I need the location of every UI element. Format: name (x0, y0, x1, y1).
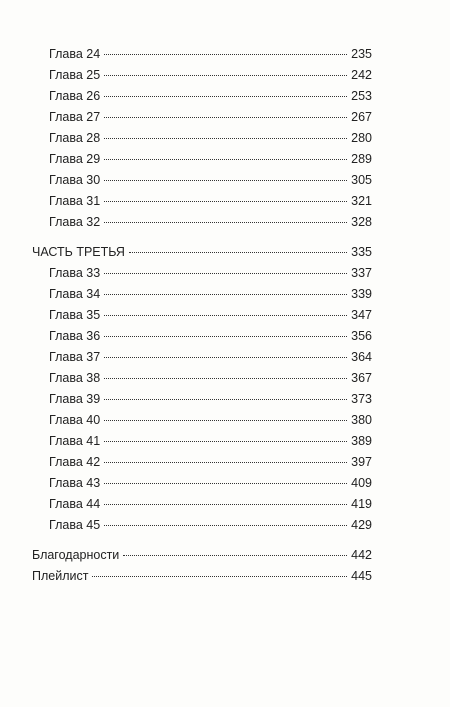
toc-entry-title: Глава 26 (49, 89, 101, 103)
toc-entry[interactable] (49, 516, 372, 534)
toc-entry[interactable] (49, 264, 372, 282)
dot-leader (104, 357, 347, 358)
dot-leader (104, 336, 347, 337)
toc-entry[interactable] (49, 432, 372, 450)
dot-leader (129, 252, 347, 253)
toc-entry-acknowledgements[interactable] (32, 546, 372, 564)
toc-entry[interactable] (49, 87, 372, 105)
toc-entry[interactable] (49, 369, 372, 387)
dot-leader (104, 117, 347, 118)
toc-entry-page: 337 (351, 266, 372, 280)
toc-entry-page: 253 (351, 89, 372, 103)
toc-entry[interactable] (49, 390, 372, 408)
toc-entry-page: 442 (351, 548, 372, 562)
dot-leader (104, 201, 347, 202)
toc-entry-title: Глава 32 (49, 215, 101, 229)
toc-entry-page: 389 (351, 434, 372, 448)
toc-entry-page: 397 (351, 455, 372, 469)
toc-entry-page: 305 (351, 173, 372, 187)
dot-leader (104, 378, 347, 379)
toc-entry[interactable] (49, 171, 372, 189)
toc-entry-page: 419 (351, 497, 372, 511)
toc-entry-title: Глава 40 (49, 413, 101, 427)
toc-entry-playlist[interactable] (32, 567, 372, 585)
toc-entry-page: 289 (351, 152, 372, 166)
dot-leader (104, 96, 347, 97)
toc-entry[interactable] (49, 285, 372, 303)
toc-entry-page: 235 (351, 47, 372, 61)
toc-entry-title: Глава 27 (49, 110, 101, 124)
toc-entry-title: Глава 31 (49, 194, 101, 208)
toc-entry[interactable] (49, 327, 372, 345)
toc-entry-title: Плейлист (32, 569, 89, 583)
toc-entry[interactable] (49, 150, 372, 168)
toc-entry-title: Глава 35 (49, 308, 101, 322)
dot-leader (104, 441, 347, 442)
dot-leader (104, 420, 347, 421)
dot-leader (104, 159, 347, 160)
dot-leader (104, 294, 347, 295)
toc-entry-page: 347 (351, 308, 372, 322)
toc-entry-page: 409 (351, 476, 372, 490)
dot-leader (92, 576, 347, 577)
toc-entry[interactable] (49, 108, 372, 126)
toc-entry[interactable] (49, 45, 372, 63)
toc-entry[interactable] (49, 129, 372, 147)
toc-entry[interactable] (49, 306, 372, 324)
toc-entry[interactable] (49, 453, 372, 471)
toc-entry-page: 280 (351, 131, 372, 145)
toc-entry-page: 356 (351, 329, 372, 343)
toc-entry-page: 367 (351, 371, 372, 385)
toc-entry-title: Глава 29 (49, 152, 101, 166)
dot-leader (104, 315, 347, 316)
toc-entry-title: Глава 33 (49, 266, 101, 280)
dot-leader (104, 483, 347, 484)
dot-leader (104, 138, 347, 139)
dot-leader (104, 504, 347, 505)
dot-leader (104, 273, 347, 274)
toc-entry-title: Глава 39 (49, 392, 101, 406)
toc-entry-page: 445 (351, 569, 372, 583)
dot-leader (104, 525, 347, 526)
toc-entry-page: 267 (351, 110, 372, 124)
toc-entry-title: Глава 43 (49, 476, 101, 490)
toc-entry-title: Глава 41 (49, 434, 101, 448)
toc-entry-title: Глава 25 (49, 68, 101, 82)
toc-entry-title: Глава 28 (49, 131, 101, 145)
dot-leader (104, 75, 347, 76)
toc-entry-page: 429 (351, 518, 372, 532)
toc-entry-title: Глава 37 (49, 350, 101, 364)
toc-entry[interactable] (49, 213, 372, 231)
toc-entry[interactable] (49, 411, 372, 429)
toc-entry-page: 339 (351, 287, 372, 301)
toc-entry-title: Глава 42 (49, 455, 101, 469)
dot-leader (104, 222, 347, 223)
toc-entry-title: Глава 45 (49, 518, 101, 532)
toc-entry[interactable] (49, 495, 372, 513)
toc-entry[interactable] (49, 66, 372, 84)
toc-entry-page: 380 (351, 413, 372, 427)
toc-entry-page: 364 (351, 350, 372, 364)
dot-leader (104, 54, 347, 55)
toc-entry[interactable] (49, 474, 372, 492)
dot-leader (104, 180, 347, 181)
dot-leader (104, 462, 347, 463)
toc-entry[interactable] (49, 192, 372, 210)
toc-entry-title: Глава 24 (49, 47, 101, 61)
toc-entry-page: 373 (351, 392, 372, 406)
dot-leader (104, 399, 347, 400)
toc-entry-page: 242 (351, 68, 372, 82)
toc-entry-title: Глава 44 (49, 497, 101, 511)
toc-entry-title: Глава 38 (49, 371, 101, 385)
toc-part-entry[interactable] (32, 243, 372, 261)
toc-entry-page: 335 (351, 245, 372, 259)
toc-entry-title: Глава 34 (49, 287, 101, 301)
dot-leader (123, 555, 347, 556)
toc-entry-title: Глава 36 (49, 329, 101, 343)
toc-entry-page: 321 (351, 194, 372, 208)
toc-entry-title: Благодарности (32, 548, 120, 562)
toc-entry-page: 328 (351, 215, 372, 229)
toc-part-title: ЧАСТЬ ТРЕТЬЯ (32, 245, 125, 259)
toc-entry[interactable] (49, 348, 372, 366)
toc-entry-title: Глава 30 (49, 173, 101, 187)
